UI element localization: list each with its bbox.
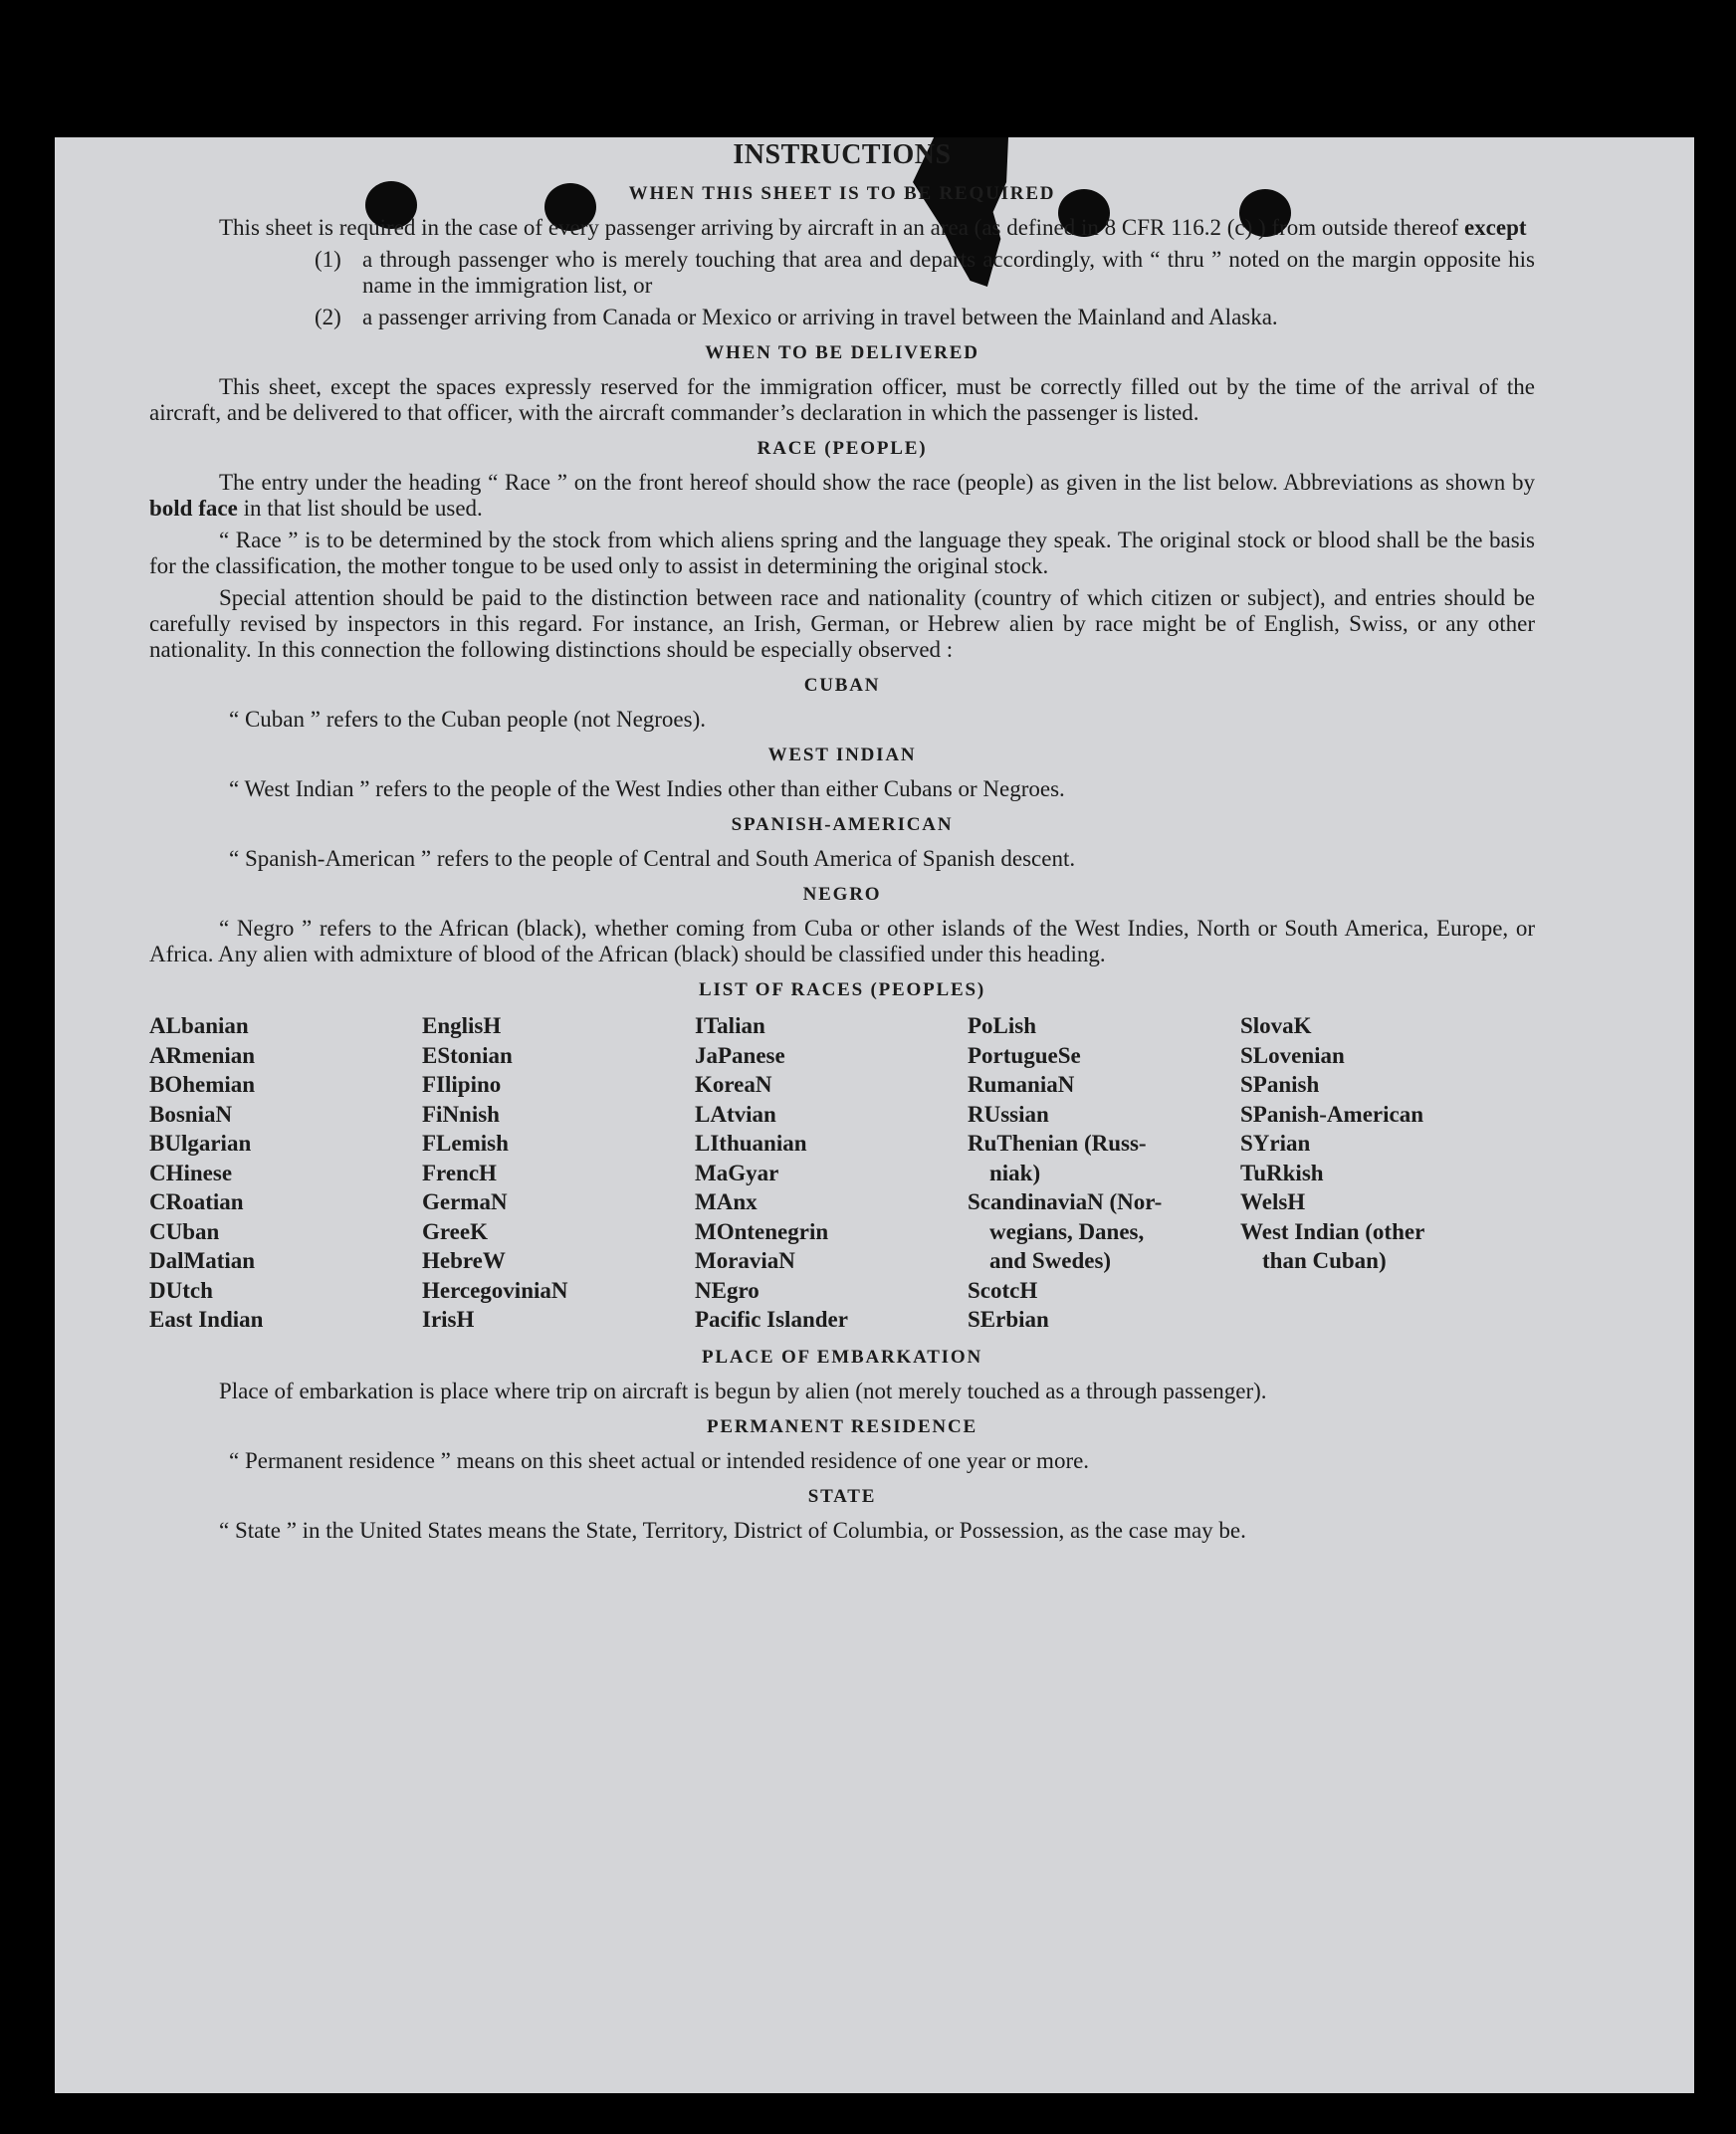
race-entry: FiNnish <box>422 1101 500 1127</box>
heading-delivered: WHEN TO BE DELIVERED <box>705 342 979 363</box>
race-entry: LAtvian <box>695 1101 776 1127</box>
race-entry: KoreaN <box>695 1072 772 1097</box>
race-entry: MAnx <box>695 1189 758 1214</box>
race-entry: GermaN <box>422 1189 508 1214</box>
embarkation-definition: Place of embarkation is place where trip on aircraft is begun by alien (not merely touched as a through passenger). <box>219 1378 1267 1403</box>
race-entry: PoLish <box>968 1013 1037 1038</box>
race-entry: MaGyar <box>695 1160 779 1185</box>
race-entry <box>1240 1276 1539 1306</box>
list-item: (2) a passenger arriving from Canada or Mexico or arriving in travel between the Mainland and Alaska. <box>315 305 1278 329</box>
race-entry: ScandinaviaN (Nor- <box>968 1189 1163 1214</box>
race-entry: IrisH <box>422 1307 475 1332</box>
race-entry: TuRkish <box>1240 1160 1324 1185</box>
race-entry: than Cuban) <box>1262 1248 1387 1273</box>
page-title: INSTRUCTIONS <box>733 139 952 170</box>
race-entry: West Indian (other <box>1240 1218 1425 1244</box>
document-content <box>149 139 1535 1550</box>
negro-definition: “ Negro ” refers to the African (black), whether coming from Cuba or other islands of the West Indies, North or South America, Europe, or Africa. Any alien with admixture of blood of the African (black) should be classified under this heading. <box>149 916 1535 966</box>
race-entry: SlovaK <box>1240 1013 1312 1038</box>
race-entry: ITalian <box>695 1013 765 1038</box>
heading-races-list: LIST OF RACES (PEOPLES) <box>699 979 985 1000</box>
race-entry: LIthuanian <box>695 1131 807 1156</box>
race-entry: MoraviaN <box>695 1248 795 1273</box>
required-exceptions <box>149 247 1535 330</box>
race-entry: NEgro <box>695 1277 760 1303</box>
west-indian-definition: “ West Indian ” refers to the people of the West Indies other than either Cubans or Negroes. <box>229 776 1065 801</box>
race-entry: niak) <box>989 1160 1041 1185</box>
race-entry: ScotcH <box>968 1277 1038 1303</box>
race-entry <box>1240 1305 1539 1335</box>
spanish-american-definition: “ Spanish-American ” refers to the people of Central and South America of Spanish descent. <box>229 846 1076 871</box>
race-entry: BUlgarian <box>149 1131 252 1156</box>
race-entry: JaPanese <box>695 1042 785 1068</box>
race-entry: ALbanian <box>149 1013 249 1038</box>
race-entry: CRoatian <box>149 1189 244 1214</box>
race-entry: FrencH <box>422 1160 497 1185</box>
heading-required: WHEN THIS SHEET IS TO BE REQUIRED <box>628 183 1056 204</box>
heading-residence: PERMANENT RESIDENCE <box>707 1415 977 1437</box>
race-entry: EStonian <box>422 1042 513 1068</box>
list-item: (1) a through passenger who is merely touching that area and departs accordingly, with “ thru ” noted on the margin opposite his name in the immigration list, or <box>315 247 1535 298</box>
race-entry: CUban <box>149 1218 220 1244</box>
race-entry: RuThenian (Russ- <box>968 1131 1147 1156</box>
race-entry: HebreW <box>422 1248 506 1273</box>
race-entry: SPanish <box>1240 1072 1320 1097</box>
race-entry: RumaniaN <box>968 1072 1075 1097</box>
race-entry: BosniaN <box>149 1101 233 1127</box>
race-entry: East Indian <box>149 1307 264 1332</box>
race-entry: SPanish-American <box>1240 1101 1423 1127</box>
heading-spanish-american: SPANISH-AMERICAN <box>731 814 954 835</box>
cuban-definition: “ Cuban ” refers to the Cuban people (not Negroes). <box>229 707 707 732</box>
race-paragraph-2: “ Race ” is to be determined by the stock from which aliens spring and the language they speak. The original stock or blood shall be the basis for the classification, the mother tongue to be used only to assist in determining the original stock. <box>149 528 1535 578</box>
race-entry: WelsH <box>1240 1189 1306 1214</box>
race-entry: DUtch <box>149 1277 213 1303</box>
race-paragraph-1: The entry under the heading “ Race ” on the front hereof should show the race (people) as given in the list below. Abbreviations as shown by bold face in that list should be used. <box>149 470 1535 521</box>
race-entry: PortugueSe <box>968 1042 1081 1068</box>
heading-race: RACE (PEOPLE) <box>757 438 928 459</box>
state-definition: “ State ” in the United States means the State, Territory, District of Columbia, or Possession, as the case may be. <box>219 1517 1246 1543</box>
race-entry: CHinese <box>149 1160 233 1185</box>
heading-cuban: CUBAN <box>803 675 881 696</box>
heading-negro: NEGRO <box>802 884 882 905</box>
required-paragraph: This sheet is required in the case of every passenger arriving by aircraft in an area (as defined in 8 CFR 116.2 (c) ) from outside thereof except <box>219 215 1527 240</box>
race-entry: MOntenegrin <box>695 1218 829 1244</box>
race-entry: and Swedes) <box>989 1248 1112 1273</box>
race-entry: SLovenian <box>1240 1042 1345 1068</box>
race-entry: wegians, Danes, <box>989 1218 1145 1244</box>
delivered-paragraph: This sheet, except the spaces expressly reserved for the immigration officer, must be correctly filled out by the time of the arrival of the aircraft, and be delivered to that officer, with the aircraft commander’s declaration in which the passenger is listed. <box>149 374 1535 425</box>
heading-state: STATE <box>807 1485 877 1507</box>
races-list <box>149 1011 1535 1335</box>
race-entry: RUssian <box>968 1101 1049 1127</box>
race-entry: SErbian <box>968 1307 1049 1332</box>
race-entry: ARmenian <box>149 1042 256 1068</box>
heading-embarkation: PLACE OF EMBARKATION <box>702 1346 982 1368</box>
race-paragraph-3: Special attention should be paid to the distinction between race and nationality (country of which citizen or subject), and entries should be carefully revised by inspectors in this regard. For instance, an Irish, German, or Hebrew alien by race might be of English, Swiss, or any other nationality. In this connection the following distinctions should be especially observed : <box>149 585 1535 662</box>
race-entry: DalMatian <box>149 1248 256 1273</box>
race-entry: Pacific Islander <box>695 1307 848 1332</box>
heading-west-indian: WEST INDIAN <box>767 745 917 765</box>
race-entry: EnglisH <box>422 1013 502 1038</box>
race-entry: BOhemian <box>149 1072 256 1097</box>
race-entry: HercegoviniaN <box>422 1277 568 1303</box>
race-entry: FLemish <box>422 1131 509 1156</box>
race-entry: FIlipino <box>422 1072 502 1097</box>
race-entry: SYrian <box>1240 1131 1311 1156</box>
race-entry: GreeK <box>422 1218 488 1244</box>
residence-definition: “ Permanent residence ” means on this sheet actual or intended residence of one year or more. <box>229 1447 1090 1473</box>
